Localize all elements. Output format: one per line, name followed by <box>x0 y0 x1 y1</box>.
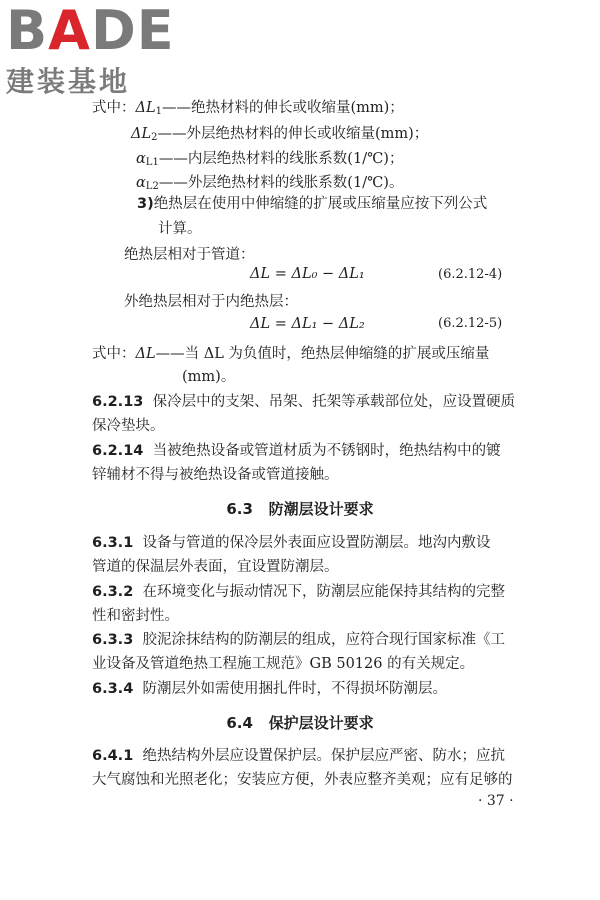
clause-6-2-14-line-1: 6.2.14 当被绝热设备或管道材质为不锈钢时，绝热结构中的镀 <box>92 443 501 459</box>
where-line-2: $\Delta L_2——$外层绝热材料的伸长或收缩量(mm)； <box>131 126 429 143</box>
equation-number-5: (6.2.12-5) <box>438 316 503 331</box>
page-number: · 37 · <box>478 793 514 809</box>
where-line-1: 式中：$\Delta L_1——$绝热材料的伸长或收缩量(mm)； <box>92 100 404 117</box>
logo-wordmark: BADE <box>6 0 175 62</box>
site-logo <box>6 0 175 100</box>
item-3-line-1: 3)绝热层在使用中伸缩缝的扩展或压缩量应按下列公式 <box>137 196 488 212</box>
formula-6-2-12-4: ΔL = ΔL₀ − ΔL₁ <box>250 266 365 282</box>
logo-chinese-text: 建装基地 <box>6 65 131 98</box>
formula-6-2-12-5: ΔL = ΔL₁ − ΔL₂ <box>250 316 365 332</box>
clause-6-4-1-line-1: 6.4.1 绝热结构外层应设置保护层。保护层应严密、防水；应抗 <box>92 748 506 764</box>
clause-6-3-1-line-2: 管道的保温层外表面，宜设置防潮层。 <box>92 559 339 575</box>
clause-6-3-2-line-2: 性和密封性。 <box>92 608 179 624</box>
clause-6-3-3-line-1: 6.3.3 胶泥涂抹结构的防潮层的组成，应符合现行国家标准《工 <box>92 632 506 648</box>
section-6-4-heading: 6.4 保护层设计要求 <box>226 714 374 732</box>
where-line-4: $\alpha_{L2}——$外层绝热材料的线胀系数(1/℃)。 <box>136 175 404 192</box>
clause-6-2-14-line-2: 锌辅材不得与被绝热设备或管道接触。 <box>92 467 339 483</box>
clause-6-3-4-line-1: 6.3.4 防潮层外如需使用捆扎件时，不得损坏防潮层。 <box>92 681 448 697</box>
equation-number-4: (6.2.12-4) <box>438 267 503 282</box>
where-2-line-2: (mm)。 <box>182 369 236 385</box>
section-6-3-heading: 6.3 防潮层设计要求 <box>226 500 374 518</box>
clause-6-2-13-line-2: 保冷垫块。 <box>92 418 165 434</box>
case-1-label: 绝热层相对于管道： <box>124 247 255 263</box>
where-2-line-1: 式中：ΔL——当 ΔL 为负值时，绝热层伸缩缝的扩展或压缩量 <box>92 346 490 362</box>
clause-6-2-13-line-1: 6.2.13 保冷层中的支架、吊架、托架等承载部位处，应设置硬质 <box>92 394 516 410</box>
clause-6-3-1-line-1: 6.3.1 设备与管道的保冷层外表面应设置防潮层。地沟内敷设 <box>92 535 491 551</box>
where-line-3: $\alpha_{L1}——$内层绝热材料的线胀系数(1/℃)； <box>136 151 404 168</box>
case-2-label: 外绝热层相对于内绝热层： <box>124 294 298 310</box>
clause-6-4-1-line-2: 大气腐蚀和光照老化；安装应方便，外表应整齐美观；应有足够的 <box>92 772 513 788</box>
item-3-line-2: 计算。 <box>158 221 202 237</box>
clause-6-3-2-line-1: 6.3.2 在环境变化与振动情况下，防潮层应能保持其结构的完整 <box>92 584 506 600</box>
clause-6-3-3-line-2: 业设备及管道绝热工程施工规范》GB 50126 的有关规定。 <box>92 656 475 672</box>
